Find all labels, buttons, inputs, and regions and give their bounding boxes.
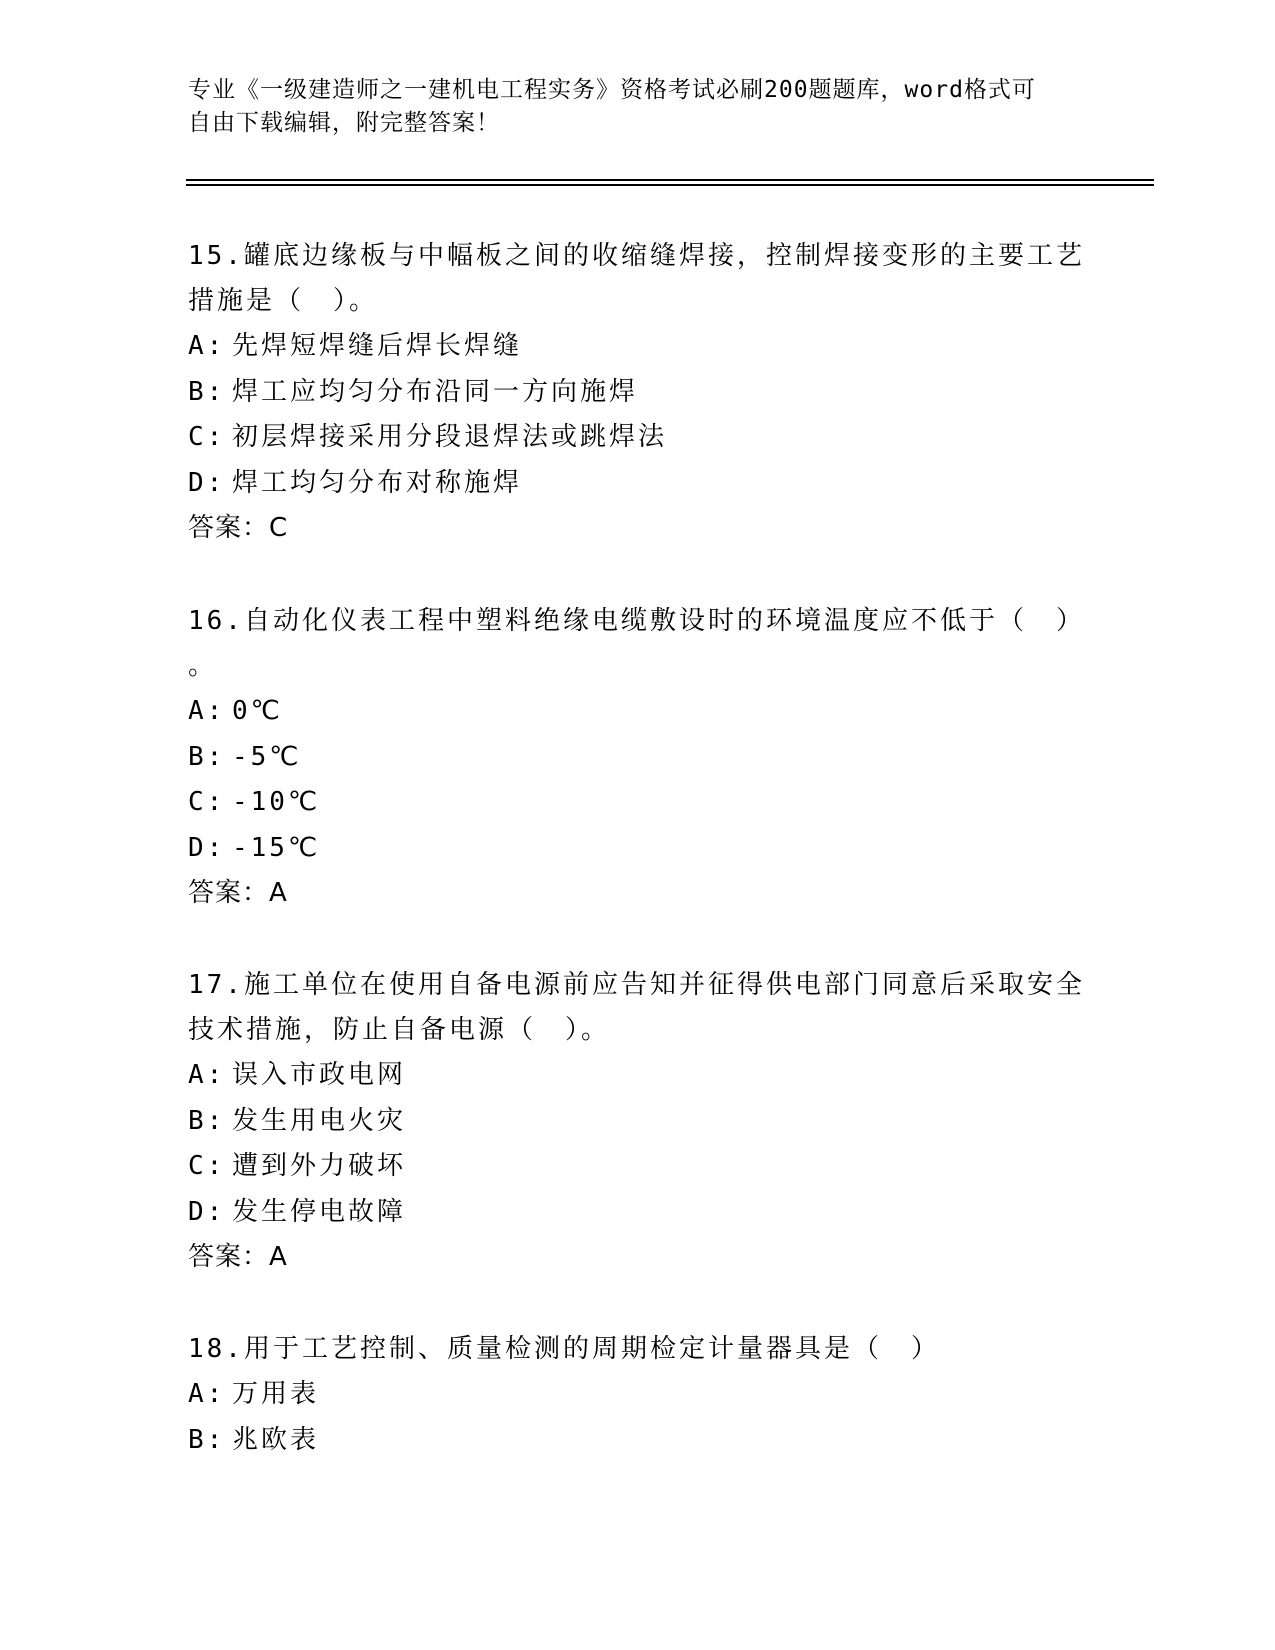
option-b bbox=[188, 1099, 1088, 1145]
option-letter: C: bbox=[188, 1151, 226, 1181]
option-d bbox=[188, 826, 1088, 872]
document-header bbox=[188, 74, 1068, 140]
header-divider-top bbox=[186, 179, 1154, 181]
option-c bbox=[188, 780, 1088, 826]
question-text-line: 技术措施，防止自备电源（ ）。 bbox=[188, 1015, 611, 1045]
option-letter: B: bbox=[188, 1105, 226, 1136]
option-letter: B: bbox=[188, 376, 226, 407]
option-b bbox=[188, 1418, 1088, 1464]
header-title-line-2: 自由下载编辑，附完整答案！ bbox=[188, 110, 500, 136]
option-letter: B: bbox=[188, 741, 226, 772]
option-text: 先焊短焊缝后焊长焊缝 bbox=[232, 331, 523, 361]
option-letter: A: bbox=[188, 1060, 226, 1090]
question-text-line: 措施是（ ）。 bbox=[188, 286, 379, 316]
question-text-line: 17.施工单位在使用自备电源前应告知并征得供电部门同意后采取安全 bbox=[188, 970, 1085, 1000]
option-text: 焊工应均匀分布沿同一方向施焊 bbox=[232, 376, 639, 407]
option-letter: A: bbox=[188, 696, 226, 726]
option-letter: D: bbox=[188, 467, 226, 498]
question-text-line: 。 bbox=[188, 651, 218, 681]
option-text: 万用表 bbox=[232, 1379, 320, 1409]
question-15 bbox=[188, 234, 1088, 551]
question-text-line: 15.罐底边缘板与中幅板之间的收缩缝焊接，控制焊接变形的主要工艺 bbox=[188, 241, 1085, 271]
option-letter: D: bbox=[188, 1196, 226, 1227]
option-text: 发生用电火灾 bbox=[232, 1105, 407, 1136]
option-letter: A: bbox=[188, 1379, 226, 1409]
answer-line: 答案：A bbox=[188, 1242, 288, 1272]
option-text: 发生停电故障 bbox=[232, 1196, 407, 1227]
option-letter: A: bbox=[188, 331, 226, 361]
question-text-line: 16.自动化仪表工程中塑料绝缘电缆敷设时的环境温度应不低于（ ） bbox=[188, 606, 1085, 636]
option-letter: C: bbox=[188, 422, 226, 452]
option-c bbox=[188, 1144, 1088, 1190]
option-text: 初层焊接采用分段退焊法或跳焊法 bbox=[232, 422, 668, 452]
option-text: 兆欧表 bbox=[232, 1424, 320, 1455]
option-d bbox=[188, 461, 1088, 507]
option-d bbox=[188, 1190, 1088, 1236]
option-a bbox=[188, 1372, 1088, 1418]
question-18 bbox=[188, 1327, 1088, 1463]
option-letter: D: bbox=[188, 832, 226, 863]
option-a bbox=[188, 689, 1088, 735]
option-text: -5℃ bbox=[232, 741, 302, 772]
header-divider-bottom bbox=[186, 184, 1154, 186]
question-16 bbox=[188, 599, 1088, 916]
option-a bbox=[188, 1053, 1088, 1099]
option-b bbox=[188, 370, 1088, 416]
option-letter: B: bbox=[188, 1424, 226, 1455]
option-text: 遭到外力破坏 bbox=[232, 1151, 407, 1181]
option-b bbox=[188, 735, 1088, 781]
option-c bbox=[188, 415, 1088, 461]
answer-line: 答案：A bbox=[188, 878, 288, 908]
option-text: 0℃ bbox=[232, 696, 283, 726]
option-text: 焊工均匀分布对称施焊 bbox=[232, 467, 523, 498]
question-text-line: 18.用于工艺控制、质量检测的周期检定计量器具是（ ） bbox=[188, 1334, 940, 1364]
question-17 bbox=[188, 963, 1088, 1280]
header-title-line-1: 专业《一级建造师之一建机电工程实务》资格考试必刷200题题库，word格式可 bbox=[188, 77, 1036, 103]
option-a bbox=[188, 324, 1088, 370]
option-text: 误入市政电网 bbox=[232, 1060, 407, 1090]
option-text: -15℃ bbox=[232, 832, 321, 863]
option-letter: C: bbox=[188, 787, 226, 817]
answer-line: 答案：C bbox=[188, 513, 289, 543]
option-text: -10℃ bbox=[232, 787, 321, 817]
